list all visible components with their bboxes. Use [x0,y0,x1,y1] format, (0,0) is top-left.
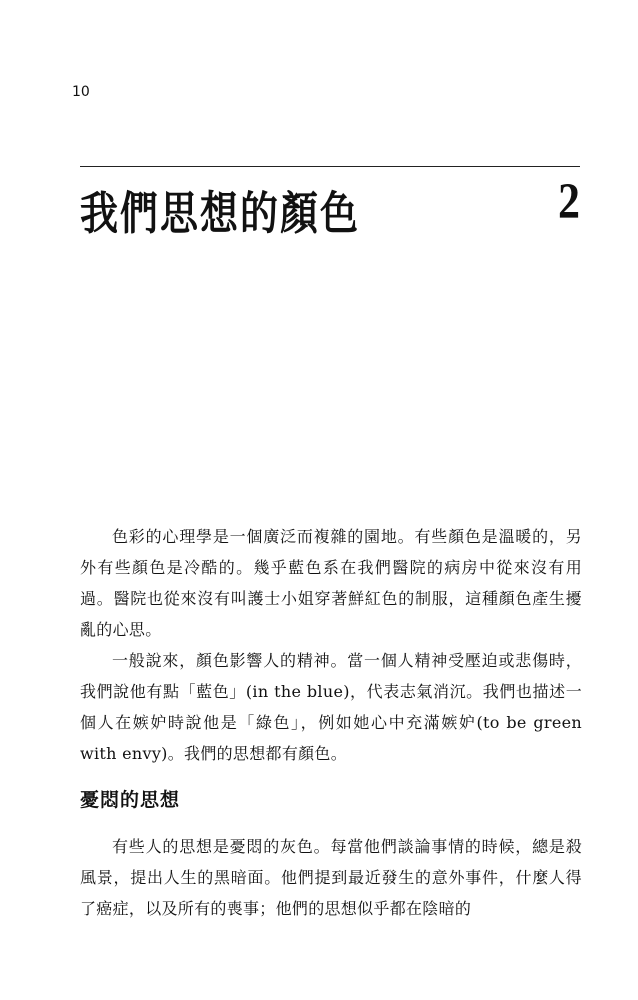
section-paragraph: 有些人的思想是憂悶的灰色。每當他們談論事情的時候，總是殺風景，提出人生的黑暗面。他們提到最近發生的意外事件，什麼人得了癌症，以及所有的喪事；他們的思想似乎都在陰暗的 [80,837,582,918]
paragraph-1: 色彩的心理學是一個廣泛而複雜的園地。有些顏色是溫暖的，另外有些顏色是冷酷的。幾乎藍色系在我們醫院的病房中從來沒有用過。醫院也從來沒有叫護士小姐穿著鮮紅色的制服，這種顏色產生擾亂的心思。 [80,527,582,639]
body-text [80,521,582,924]
chapter-divider-rule [80,166,580,167]
chapter-title: 我們思想的顏色 [80,186,361,240]
paragraph-2: 一般說來，顏色影響人的精神。當一個人精神受壓迫或悲傷時，我們說他有點「藍色」(in the blue)，代表志氣消沉。我們也描述一個人在嫉妒時說他是「綠色」，例如她心中充滿嫉妒(to be green with envy)。我們的思想都有顏色。 [80,651,582,763]
page-number: 10 [72,84,90,100]
section-heading: 憂悶的思想 [80,789,181,811]
chapter-number: 2 [558,173,580,230]
